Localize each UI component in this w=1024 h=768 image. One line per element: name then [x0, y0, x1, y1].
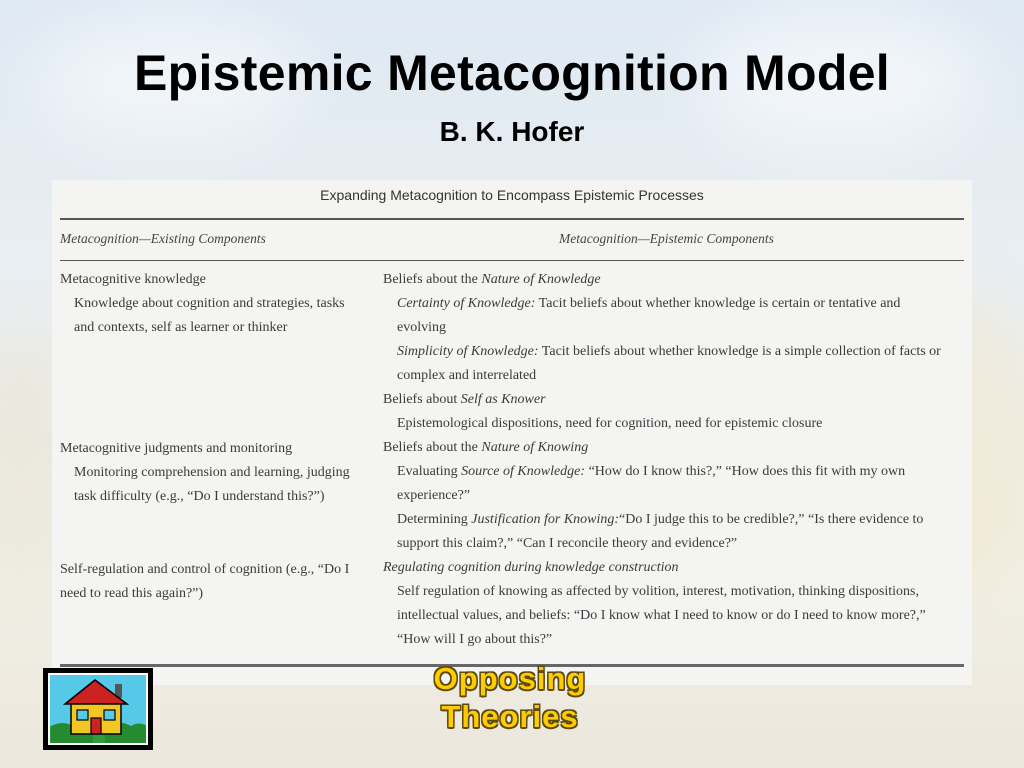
slide-title: Epistemic Metacognition Model [134, 45, 890, 101]
row-text: need to read this again?”) [60, 586, 204, 601]
entry-heading: Regulating cognition during knowledge construction [383, 560, 679, 575]
entry-text: intellectual values, and beliefs: “Do I know what I need to know or do I need to know more?,” [397, 608, 926, 623]
slide-subtitle: B. K. Hofer [439, 116, 585, 147]
right-column-entries [383, 268, 941, 652]
table-caption: Expanding Metacognition to Encompass Epistemic Processes [320, 187, 704, 203]
column-header-existing: Metacognition—Existing Components [60, 231, 266, 246]
left-row-judgments-monitoring [60, 437, 350, 509]
entry-text: Simplicity of Knowledge: Tacit beliefs about whether knowledge is a simple collection of facts or [397, 344, 941, 359]
row-heading: Metacognitive judgments and monitoring [60, 441, 293, 456]
entry-heading: Beliefs about Self as Knower [383, 392, 546, 407]
row-text: and contexts, self as learner or thinker [74, 320, 288, 335]
house-icon [43, 668, 153, 750]
entry-text: experience?” [397, 488, 471, 503]
opposing-theories-link[interactable] [395, 660, 625, 736]
row-text: Knowledge about cognition and strategies, tasks [74, 296, 345, 311]
row-text: Self-regulation and control of cognition (e.g., “Do I [60, 562, 350, 577]
entry-text: Evaluating Source of Knowledge: “How do I know this?,” “How does this fit with my own [397, 464, 906, 479]
row-text: task difficulty (e.g., “Do I understand this?”) [74, 489, 325, 504]
entry-text: “How will I go about this?” [397, 632, 553, 647]
entry-heading: Beliefs about the Nature of Knowing [383, 440, 589, 455]
entry-text: Determining Justification for Knowing:“Do I judge this to be credible?,” “Is there evidence to [397, 512, 924, 527]
left-row-self-regulation [60, 558, 349, 606]
table-top-rule [60, 218, 964, 220]
entry-text: evolving [397, 320, 446, 335]
entry-text: support this claim?,” “Can I reconcile theory and evidence?” [397, 536, 738, 551]
home-button[interactable] [43, 668, 153, 750]
table-header-rule [60, 260, 964, 261]
left-row-metacognitive-knowledge [60, 268, 345, 340]
row-text: Monitoring comprehension and learning, judging [74, 465, 350, 480]
link-line-1: Opposing [433, 661, 587, 696]
table-image [52, 180, 972, 685]
entry-text: complex and interrelated [397, 368, 537, 383]
entry-text: Epistemological dispositions, need for cognition, need for epistemic closure [397, 416, 823, 431]
entry-heading: Beliefs about the Nature of Knowledge [383, 272, 601, 287]
entry-text: Self regulation of knowing as affected by volition, interest, motivation, thinking dispositions, [397, 584, 919, 599]
link-line-2: Theories [441, 699, 579, 734]
column-header-epistemic: Metacognition—Epistemic Components [559, 231, 774, 246]
entry-text: Certainty of Knowledge: Tacit beliefs about whether knowledge is certain or tentative and [397, 296, 901, 311]
row-heading: Metacognitive knowledge [60, 272, 206, 287]
